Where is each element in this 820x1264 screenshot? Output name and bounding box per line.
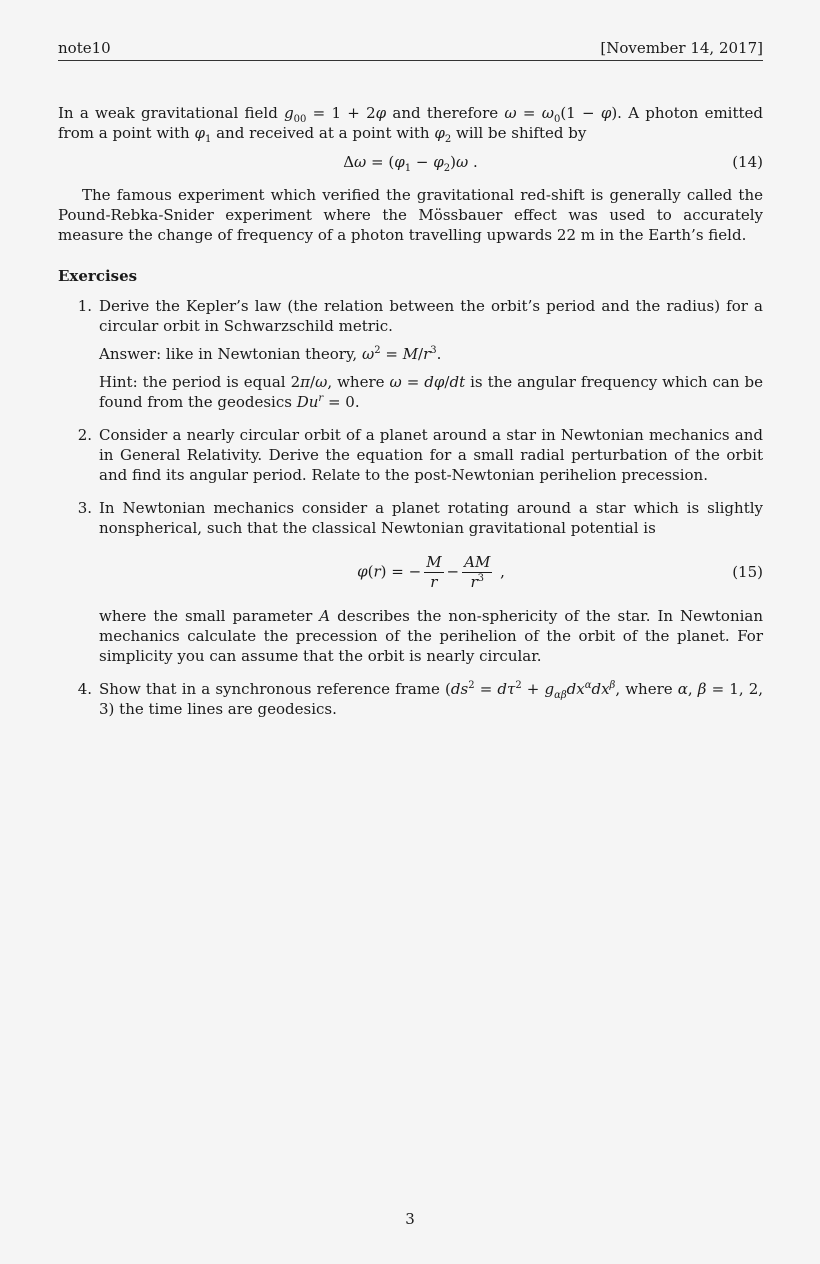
page-number: 3 (405, 1210, 415, 1228)
page-header (58, 38, 763, 61)
exercise-list (58, 296, 763, 719)
exercise-number: 4. (77, 680, 92, 698)
equation-14-number: (14) (732, 153, 763, 171)
exercise-item (58, 425, 763, 485)
exercise-item (58, 296, 763, 412)
exercise-text: Consider a nearly circular orbit of a planet around a star in Newtonian mechanics and in General Relativity. Derive the equation for a small radial perturbation of the orbit and find its angular period. Relate to the post-Newtonian perihelion precession. (99, 426, 763, 484)
equation-15-body: φ(r) = − $\frac{M}{r}$ − $\frac{AM}{r^3}$ , (357, 552, 505, 591)
equation-15 (99, 550, 763, 594)
equation-14-body: $\Delta\omega = (\varphi_1 - \varphi_2)\omega$ . (343, 153, 478, 174)
exercise-hint: Hint: the period is equal 2π/ω, where ω = dφ/dt is the angular frequency which can be found from the geodesics $Du^r = 0$. (99, 373, 764, 411)
exercise-item (58, 679, 763, 719)
header-date: [November 14, 2017] (600, 39, 763, 57)
exercises-heading: Exercises (58, 267, 138, 285)
exercise-answer: Answer: like in Newtonian theory, $\omega^2 = M/r^3$. (99, 345, 442, 363)
exercise-number: 3. (77, 499, 92, 517)
intro-paragraph: In a weak gravitational field $g_{00} = 1 + 2\varphi$ and therefore $\omega = \omega_0(1 - \varphi)$. A photon emitted from a point with $\varphi_1$ and received at a point with $\varphi_2$ will be shifted by (58, 104, 763, 145)
exercise-item (58, 498, 763, 666)
pound-rebka-paragraph: The famous experiment which verified the gravitational red-shift is generally called the Pound-Rebka-Snider experiment where the Mössbauer effect was used to accurately measure the change of frequency of a photon travelling upwards 22 m in the Earth’s field. (58, 186, 763, 244)
exercise-text: Show that in a synchronous reference frame ($ds^2 = d\tau^2 + g_{\alpha\beta}dx^\alpha dx^\beta$, where α, β = 1, 2, 3) the time lines are geodesics. (99, 680, 764, 718)
equation-15-number: (15) (732, 563, 763, 581)
exercise-number: 2. (77, 426, 92, 444)
exercise-text: Derive the Kepler’s law (the relation between the orbit’s period and the radius) for a circular orbit in Schwarzschild metric. (99, 297, 763, 335)
exercise-text: In Newtonian mechanics consider a planet rotating around a star which is slightly nonspherical, such that the classical Newtonian gravitational potential is (99, 499, 763, 537)
equation-14 (58, 152, 763, 172)
exercise-number: 1. (77, 297, 92, 315)
exercise-text-continued: where the small parameter A describes the non-sphericity of the star. In Newtonian mechanics calculate the precession of the perihelion of the orbit of the planet. For simplicity you can assume that the orbit is nearly circular. (99, 607, 764, 665)
header-note-label: note10 (58, 39, 111, 57)
page-body (58, 103, 763, 732)
